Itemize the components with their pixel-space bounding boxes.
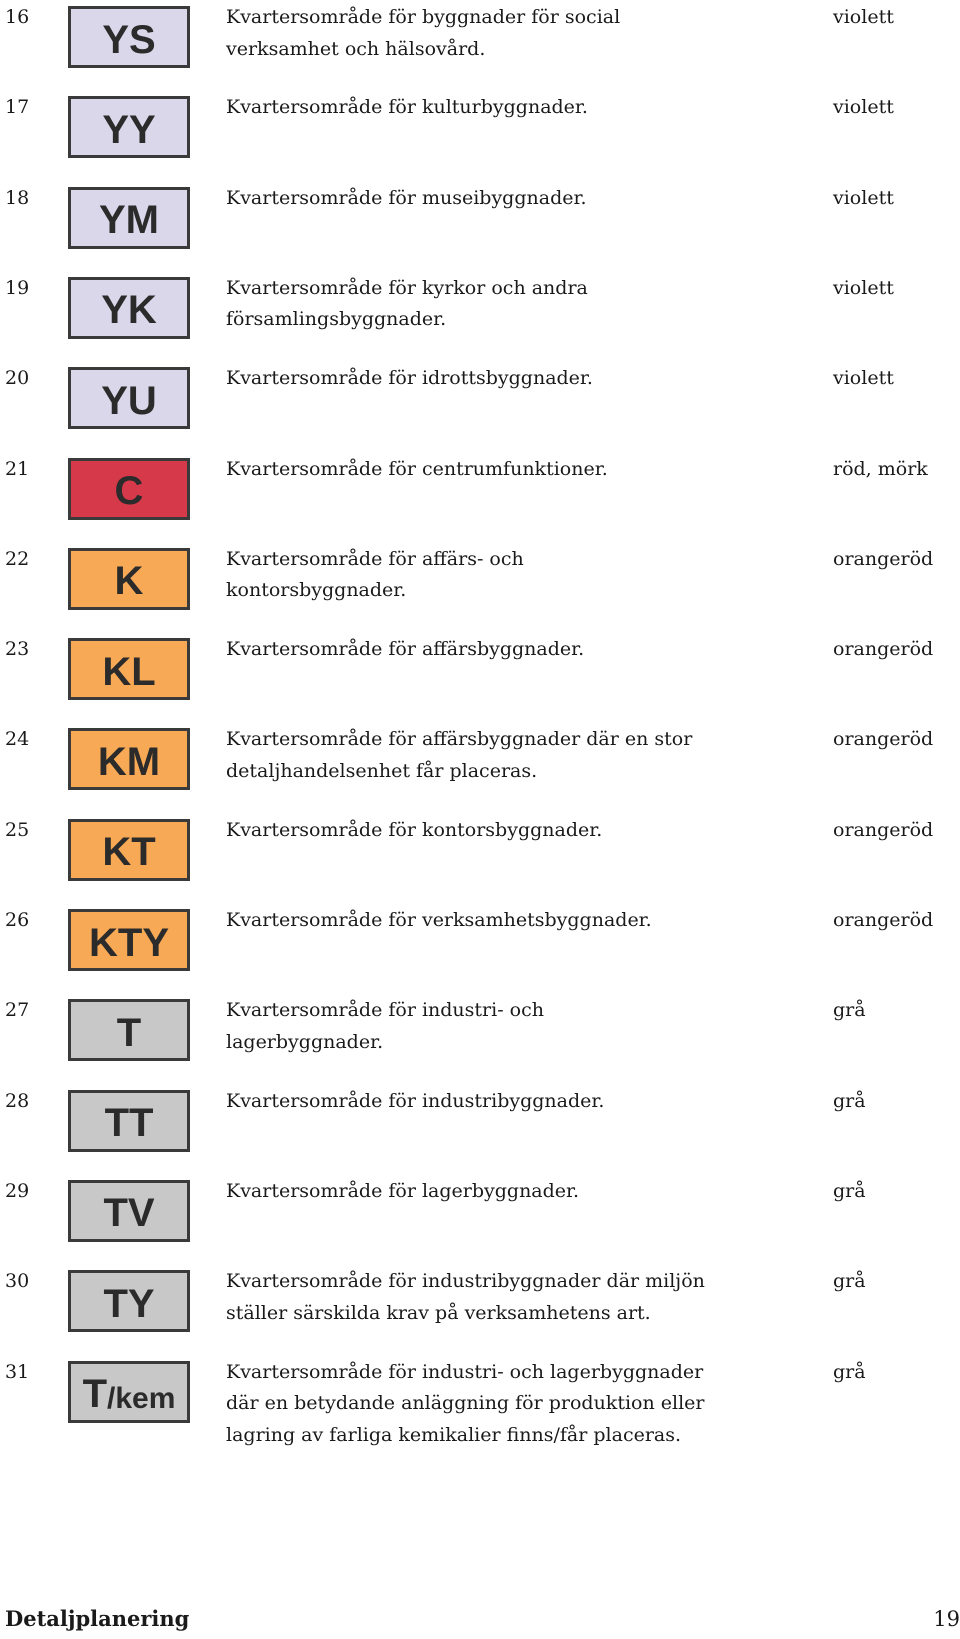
zone-color-name: grå: [833, 1270, 866, 1293]
zone-code-symbol: [68, 999, 190, 1061]
legend-row: [0, 722, 960, 812]
row-number: 23: [5, 638, 30, 661]
zone-code-label: KTY: [89, 920, 169, 965]
footer-title: Detaljplanering: [5, 1606, 190, 1631]
zone-description: Kvartersområde för centrumfunktioner.: [226, 457, 608, 480]
zone-description: Kvartersområde för kontorsbyggnader.: [226, 818, 603, 841]
zone-code-symbol: [68, 819, 190, 881]
row-number: 31: [5, 1360, 30, 1383]
zone-color-name: orangeröd: [833, 728, 934, 751]
zone-description: Kvartersområde för industribyggnader.: [226, 1089, 605, 1112]
row-number: 24: [5, 728, 30, 751]
zone-color-name: violett: [833, 96, 894, 119]
legend-row: [0, 90, 960, 180]
legend-row: [0, 903, 960, 993]
zone-code-label: YU: [101, 378, 157, 423]
legend-row: [0, 1264, 960, 1354]
row-number: 21: [5, 457, 30, 480]
legend-row: [0, 181, 960, 271]
zone-color-name: grå: [833, 1360, 866, 1383]
row-number: 28: [5, 1089, 30, 1112]
zone-code-symbol: [68, 1090, 190, 1152]
zone-code-symbol: [68, 367, 190, 429]
zone-code-symbol: [68, 638, 190, 700]
zone-code-label: T: [82, 1372, 108, 1416]
legend-row: [0, 1084, 960, 1174]
zone-color-name: violett: [833, 367, 894, 390]
zone-color-name: grå: [833, 999, 866, 1022]
legend-row: [0, 542, 960, 632]
zone-code-symbol: [68, 458, 190, 520]
zone-code-label: KT: [102, 830, 156, 875]
zone-code-symbol: [68, 6, 190, 68]
zone-code-symbol: [68, 548, 190, 610]
legend-row: [0, 993, 960, 1083]
legend-row: [0, 361, 960, 451]
zone-code-symbol: [68, 187, 190, 249]
zone-color-name: violett: [833, 276, 894, 299]
row-number: 19: [5, 276, 30, 299]
row-number: 27: [5, 999, 30, 1022]
zone-color-name: grå: [833, 1089, 866, 1112]
zone-code-suffix: /kem: [107, 1381, 176, 1415]
zone-description: Kvartersområde för kyrkor och andra församlingsbyggnader.: [226, 276, 588, 331]
zone-description: Kvartersområde för kulturbyggnader.: [226, 96, 588, 119]
zone-color-name: grå: [833, 1179, 866, 1202]
legend-row: [0, 1355, 960, 1445]
zone-description: Kvartersområde för affärsbyggnader där en stor detaljhandelsenhet får placeras.: [226, 728, 693, 782]
zone-code-label: TV: [103, 1191, 155, 1236]
zone-description: Kvartersområde för lagerbyggnader.: [226, 1179, 580, 1202]
zone-code-label: YM: [99, 198, 159, 243]
row-number: 29: [5, 1179, 30, 1202]
legend-row: [0, 452, 960, 542]
page-number: 19: [933, 1607, 960, 1631]
zone-code-label: T: [116, 1010, 142, 1055]
zone-code-symbol: [68, 1361, 190, 1423]
zone-description: Kvartersområde för affärs- och kontorsbyggnader.: [226, 547, 524, 602]
zone-color-name: orangeröd: [833, 547, 934, 570]
zone-color-name: orangeröd: [833, 638, 934, 661]
zone-code-label: YK: [101, 288, 157, 333]
legend-row: [0, 271, 960, 361]
zone-description: Kvartersområde för industribyggnader där miljön ställer särskilda krav på verksamhetens art.: [226, 1270, 705, 1324]
zone-description: Kvartersområde för industri- och lagerbyggnader där en betydande anläggning för produktion eller lagring av farliga kemikalier finns/får placeras.: [226, 1360, 705, 1446]
legend-row: [0, 813, 960, 903]
row-number: 30: [5, 1270, 30, 1293]
zone-description: Kvartersområde för museibyggnader.: [226, 186, 587, 209]
zone-description: Kvartersområde för byggnader för social verksamhet och hälsovård.: [226, 6, 621, 60]
zone-code-label: TT: [104, 1101, 154, 1146]
zone-code-label: K: [114, 559, 144, 604]
legend-row: [0, 1174, 960, 1264]
zone-code-label: KM: [97, 739, 161, 784]
legend-row: [0, 0, 960, 90]
legend-row: [0, 632, 960, 722]
zone-code-symbol: [68, 1270, 190, 1332]
zone-code-label: KL: [102, 649, 156, 694]
zone-code-label: YY: [102, 107, 156, 152]
row-number: 16: [5, 6, 30, 28]
zone-code-symbol: [68, 909, 190, 971]
zone-code-label: YS: [102, 17, 156, 62]
zone-code-symbol: [68, 1180, 190, 1242]
zone-description: Kvartersområde för affärsbyggnader.: [226, 638, 585, 661]
row-number: 20: [5, 367, 30, 390]
zone-color-name: violett: [833, 186, 894, 209]
zone-color-name: orangeröd: [833, 909, 934, 931]
row-number: 18: [5, 186, 30, 209]
row-number: 22: [5, 547, 30, 570]
zone-code-label: C: [114, 469, 144, 513]
row-number: 17: [5, 96, 30, 119]
zone-code-symbol: [68, 96, 190, 158]
zone-color-name: röd, mörk: [833, 457, 928, 480]
zone-description: Kvartersområde för industri- och lagerbyggnader.: [226, 999, 544, 1053]
zone-code-symbol: [68, 277, 190, 339]
zone-description: Kvartersområde för verksamhetsbyggnader.: [226, 909, 652, 931]
row-number: 25: [5, 818, 30, 841]
zone-code-label: TY: [103, 1281, 155, 1326]
zone-color-name: violett: [833, 6, 894, 28]
zone-description: Kvartersområde för idrottsbyggnader.: [226, 367, 593, 390]
zone-color-name: orangeröd: [833, 818, 934, 841]
row-number: 26: [5, 909, 30, 931]
zone-code-symbol: [68, 728, 190, 790]
